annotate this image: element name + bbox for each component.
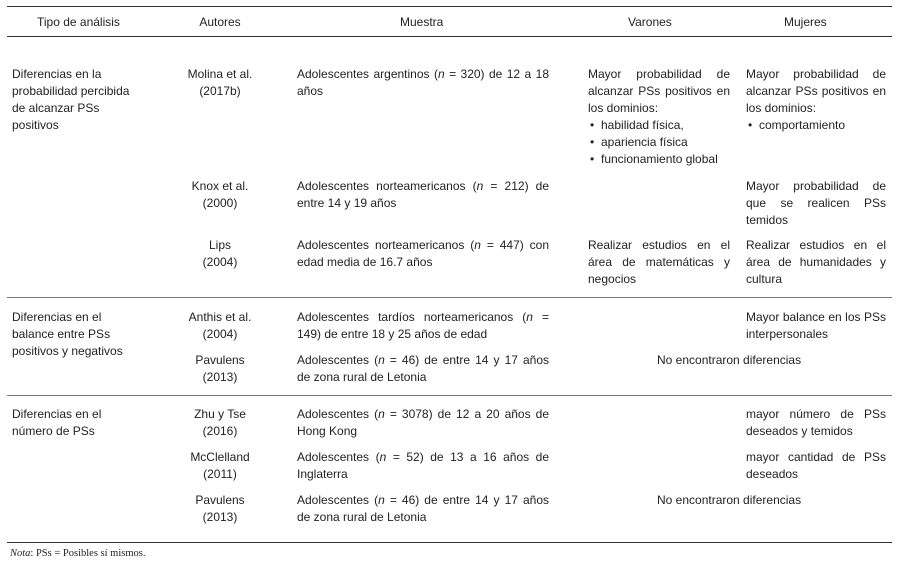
- sample-cell: Adolescentes tardíos norteamericanos (n = 149) de entre 18 y 25 años de edad: [297, 310, 550, 341]
- table-top-rule: [7, 6, 892, 7]
- authors-cell: McClelland (2011): [190, 450, 250, 481]
- sample-cell: Adolescentes (n = 46) de entre 14 y 17 años de zona rural de Letonia: [297, 493, 549, 524]
- section-divider: [7, 297, 892, 298]
- authors-cell: Lips (2004): [202, 238, 238, 269]
- authors-cell: Pavulens (2013): [195, 353, 245, 384]
- list-item: • funcionamiento global: [588, 151, 730, 168]
- section-type: Diferencias en la probabilidad percibida de alcanzar PSs positivos: [12, 67, 130, 132]
- females-cell: mayor número de PSs deseados y temidos: [746, 407, 886, 438]
- authors-cell: Molina et al. (2017b): [187, 67, 253, 98]
- authors-cell: Anthis et al. (2004): [188, 310, 252, 341]
- females-cell: mayor cantidad de PSs deseados: [746, 450, 886, 481]
- header-rule: [7, 36, 892, 37]
- no-differences-cell: No encontraron diferencias: [657, 353, 802, 367]
- list-item: • comportamiento: [746, 117, 886, 134]
- section-type: Diferencias en el número de PSs: [12, 407, 102, 438]
- males-cell: Realizar estudios en el área de matemáticas y negocios: [588, 238, 730, 286]
- authors-cell: Zhu y Tse (2016): [194, 407, 246, 438]
- note-text: : PSs = Posibles sí mismos.: [30, 548, 146, 559]
- list-item: • habilidad física,: [588, 117, 730, 134]
- sample-cell: Adolescentes norteamericanos (n = 447) con edad media de 16.7 años: [297, 238, 550, 269]
- no-differences-cell: No encontraron diferencias: [657, 493, 802, 507]
- authors-cell: Knox et al. (2000): [191, 179, 249, 210]
- header-authors: Autores: [199, 15, 241, 29]
- sample-cell: Adolescentes norteamericanos (n = 212) de entre 14 y 19 años: [297, 179, 550, 210]
- females-cell: Mayor probabilidad de que se realicen PSs temidos: [746, 179, 886, 227]
- table-note: [10, 548, 145, 559]
- header-males: Varones: [628, 15, 672, 29]
- females-cell: Mayor balance en los PSs interpersonales: [746, 310, 886, 341]
- note-label: Nota: [10, 548, 31, 559]
- table-bottom-rule: [7, 542, 892, 543]
- header-sample: Muestra: [400, 15, 444, 29]
- header-type: Tipo de análisis: [37, 15, 120, 29]
- sample-cell: Adolescentes argentinos (n = 320) de 12 a 18 años: [297, 67, 549, 98]
- males-cell: Mayor probabilidad de alcanzar PSs positivos en los dominios: • habilidad física, • apariencia física • funcionamiento global: [588, 66, 730, 168]
- authors-cell: Pavulens (2013): [195, 493, 245, 524]
- sample-cell: Adolescentes (n = 3078) de 12 a 20 años de Hong Kong: [297, 407, 549, 438]
- header-females: Mujeres: [784, 15, 827, 29]
- sample-cell: Adolescentes (n = 52) de 13 a 16 años de Inglaterra: [297, 450, 550, 481]
- sample-cell: Adolescentes (n = 46) de entre 14 y 17 años de zona rural de Letonia: [297, 353, 549, 384]
- section-divider: [7, 395, 892, 396]
- list-item: • apariencia física: [588, 134, 730, 151]
- section-type: Diferencias en el balance entre PSs positivos y negativos: [12, 310, 123, 358]
- females-cell: Mayor probabilidad de alcanzar PSs positivos en los dominios: • comportamiento: [746, 66, 886, 134]
- females-cell: Realizar estudios en el área de humanidades y cultura: [746, 238, 886, 286]
